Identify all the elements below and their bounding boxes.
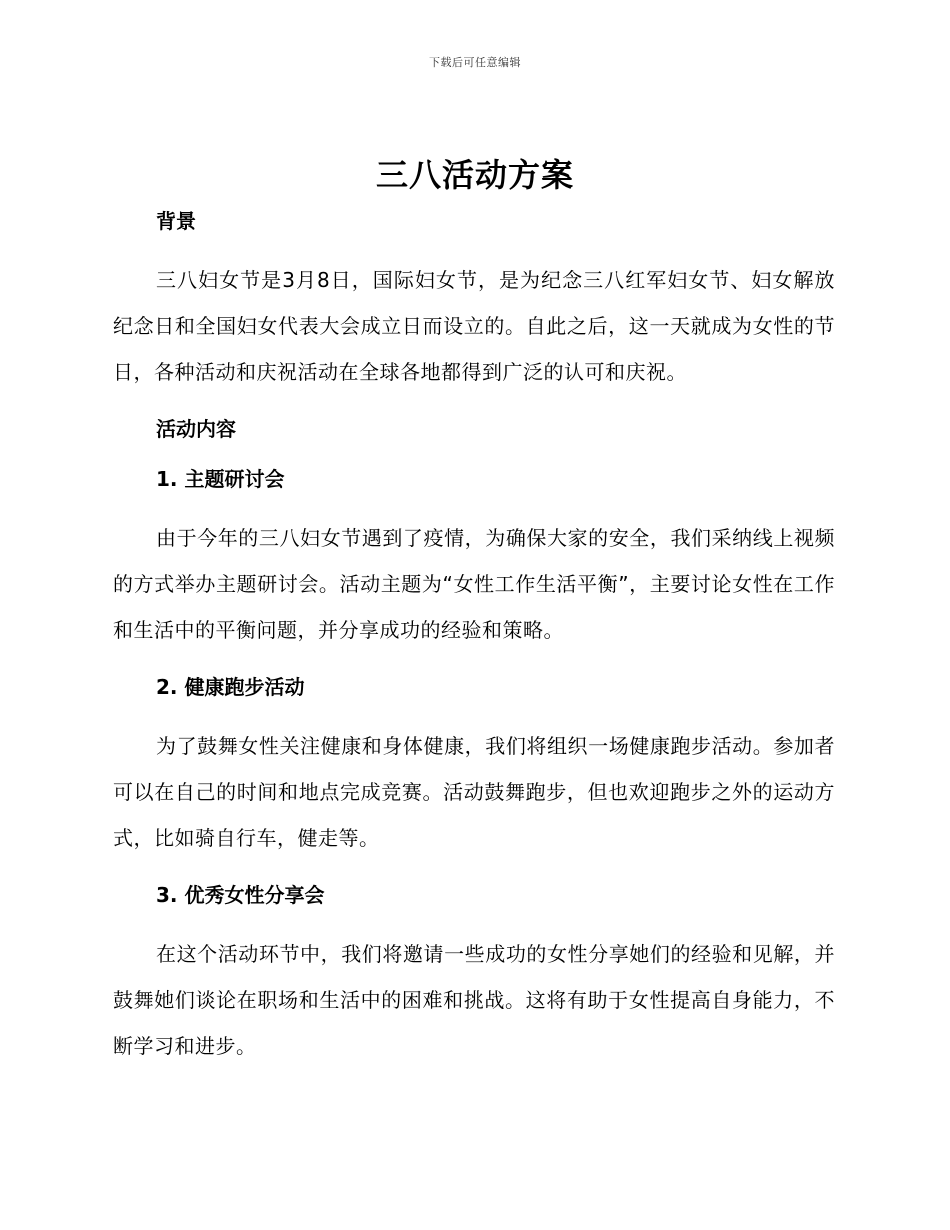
header-note: 下载后可任意编辑 (429, 56, 521, 69)
activities-heading: 活动内容 (156, 417, 236, 441)
document-body (113, 205, 835, 1069)
item3-heading: 3. 优秀女性分享会 (156, 883, 325, 907)
item2-paragraph: 为了鼓舞女性关注健康和身体健康，我们将组织一场健康跑步活动。参加者可以在自己的时间和地点完成竞赛。活动鼓舞跑步，但也欢迎跑步之外的运动方式，比如骑自行车，健走等。 (113, 734, 835, 850)
item2-heading: 2. 健康跑步活动 (156, 675, 305, 699)
item3-paragraph: 在这个活动环节中，我们将邀请一些成功的女性分享她们的经验和见解，并鼓舞她们谈论在职场和生活中的困难和挑战。这将有助于女性提高自身能力，不断学习和进步。 (113, 942, 835, 1058)
item1-paragraph: 由于今年的三八妇女节遇到了疫情，为确保大家的安全，我们采纳线上视频的方式举办主题研讨会。活动主题为“女性工作生活平衡”，主要讨论女性在工作和生活中的平衡问题，并分享成功的经验和策略。 (113, 526, 835, 642)
document-title: 三八活动方案 (375, 156, 574, 194)
background-paragraph: 三八妇女节是3月8日，国际妇女节，是为纪念三八红军妇女节、妇女解放纪念日和全国妇女代表大会成立日而设立的。自此之后，这一天就成为女性的节日，各种活动和庆祝活动在全球各地都得到广泛的认可和庆祝。 (113, 268, 835, 384)
item1-heading: 1. 主题研讨会 (156, 467, 285, 491)
background-heading: 背景 (156, 209, 196, 233)
